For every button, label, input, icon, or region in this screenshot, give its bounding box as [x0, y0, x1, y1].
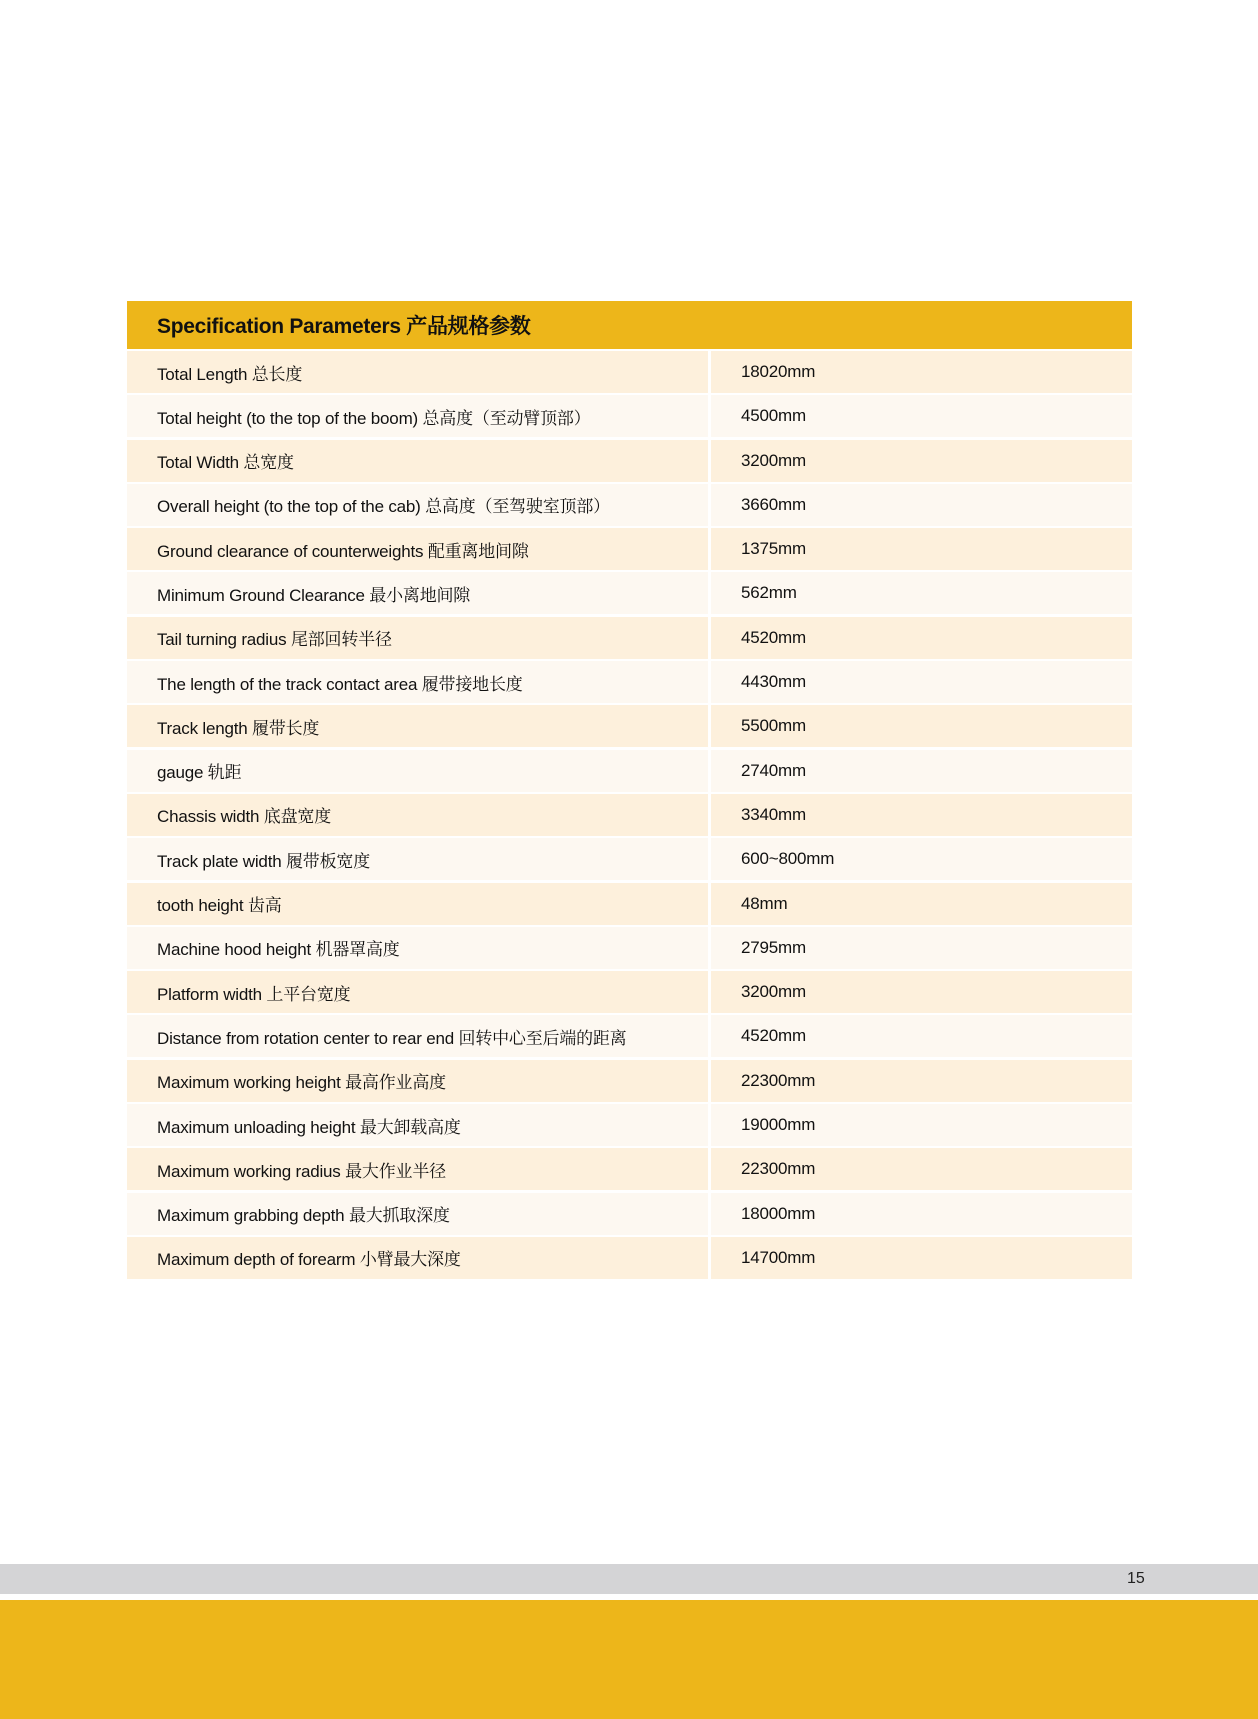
table-row: [127, 883, 1132, 925]
parameter-label: Platform width 上平台宽度: [127, 971, 708, 1013]
table-row: [127, 927, 1132, 969]
table-row: [127, 440, 1132, 482]
parameter-label: The length of the track contact area 履带接地长度: [127, 661, 708, 703]
parameter-value: 19000mm: [711, 1104, 1132, 1146]
table-row: [127, 1015, 1132, 1057]
parameter-value: 14700mm: [711, 1237, 1132, 1279]
spec-table-body: [127, 351, 1132, 1279]
parameter-label: Maximum grabbing depth 最大抓取深度: [127, 1193, 708, 1235]
parameter-value: 4500mm: [711, 395, 1132, 437]
parameter-label: Ground clearance of counterweights 配重离地间隙: [127, 528, 708, 570]
table-row: [127, 1148, 1132, 1190]
table-row: [127, 661, 1132, 703]
table-row: [127, 1237, 1132, 1279]
parameter-value: 3340mm: [711, 794, 1132, 836]
parameter-value: 1375mm: [711, 528, 1132, 570]
parameter-label: Chassis width 底盘宽度: [127, 794, 708, 836]
parameter-value: 5500mm: [711, 705, 1132, 747]
table-row: [127, 528, 1132, 570]
parameter-value: 4520mm: [711, 617, 1132, 659]
parameter-label: Machine hood height 机器罩高度: [127, 927, 708, 969]
table-row: [127, 750, 1132, 792]
footer-accent-band: [0, 1600, 1258, 1719]
parameter-label: gauge 轨距: [127, 750, 708, 792]
parameter-label: Total Length 总长度: [127, 351, 708, 393]
parameter-value: 2740mm: [711, 750, 1132, 792]
parameter-value: 18020mm: [711, 351, 1132, 393]
parameter-label: Maximum working radius 最大作业半径: [127, 1148, 708, 1190]
table-row: [127, 1060, 1132, 1102]
table-row: [127, 1104, 1132, 1146]
parameter-label: Overall height (to the top of the cab) 总高度（至驾驶室顶部）: [127, 484, 708, 526]
parameter-value: 3200mm: [711, 440, 1132, 482]
parameter-value: 600~800mm: [711, 838, 1132, 880]
spec-table-title: Specification Parameters 产品规格参数: [127, 301, 1132, 349]
table-row: [127, 838, 1132, 880]
parameter-label: Maximum working height 最高作业高度: [127, 1060, 708, 1102]
parameter-value: 18000mm: [711, 1193, 1132, 1235]
parameter-value: 22300mm: [711, 1060, 1132, 1102]
table-row: [127, 971, 1132, 1013]
parameter-label: Total Width 总宽度: [127, 440, 708, 482]
page-number: 15: [1127, 1570, 1145, 1587]
parameter-value: 4430mm: [711, 661, 1132, 703]
table-row: [127, 572, 1132, 614]
parameter-value: 562mm: [711, 572, 1132, 614]
parameter-value: 3660mm: [711, 484, 1132, 526]
parameter-label: Total height (to the top of the boom) 总高度（至动臂顶部）: [127, 395, 708, 437]
table-row: [127, 395, 1132, 437]
parameter-label: Maximum unloading height 最大卸载高度: [127, 1104, 708, 1146]
footer-gray-bar: [0, 1564, 1258, 1594]
table-row: [127, 484, 1132, 526]
parameter-label: Distance from rotation center to rear end 回转中心至后端的距离: [127, 1015, 708, 1057]
parameter-label: Maximum depth of forearm 小臂最大深度: [127, 1237, 708, 1279]
table-row: [127, 1193, 1132, 1235]
table-row: [127, 794, 1132, 836]
parameter-value: 2795mm: [711, 927, 1132, 969]
parameter-label: Track plate width 履带板宽度: [127, 838, 708, 880]
parameter-value: 22300mm: [711, 1148, 1132, 1190]
parameter-value: 48mm: [711, 883, 1132, 925]
parameter-value: 4520mm: [711, 1015, 1132, 1057]
parameter-label: Track length 履带长度: [127, 705, 708, 747]
parameter-label: Tail turning radius 尾部回转半径: [127, 617, 708, 659]
parameter-label: tooth height 齿高: [127, 883, 708, 925]
table-row: [127, 351, 1132, 393]
spec-table: [127, 301, 1132, 1279]
parameter-value: 3200mm: [711, 971, 1132, 1013]
table-row: [127, 617, 1132, 659]
table-row: [127, 705, 1132, 747]
parameter-label: Minimum Ground Clearance 最小离地间隙: [127, 572, 708, 614]
